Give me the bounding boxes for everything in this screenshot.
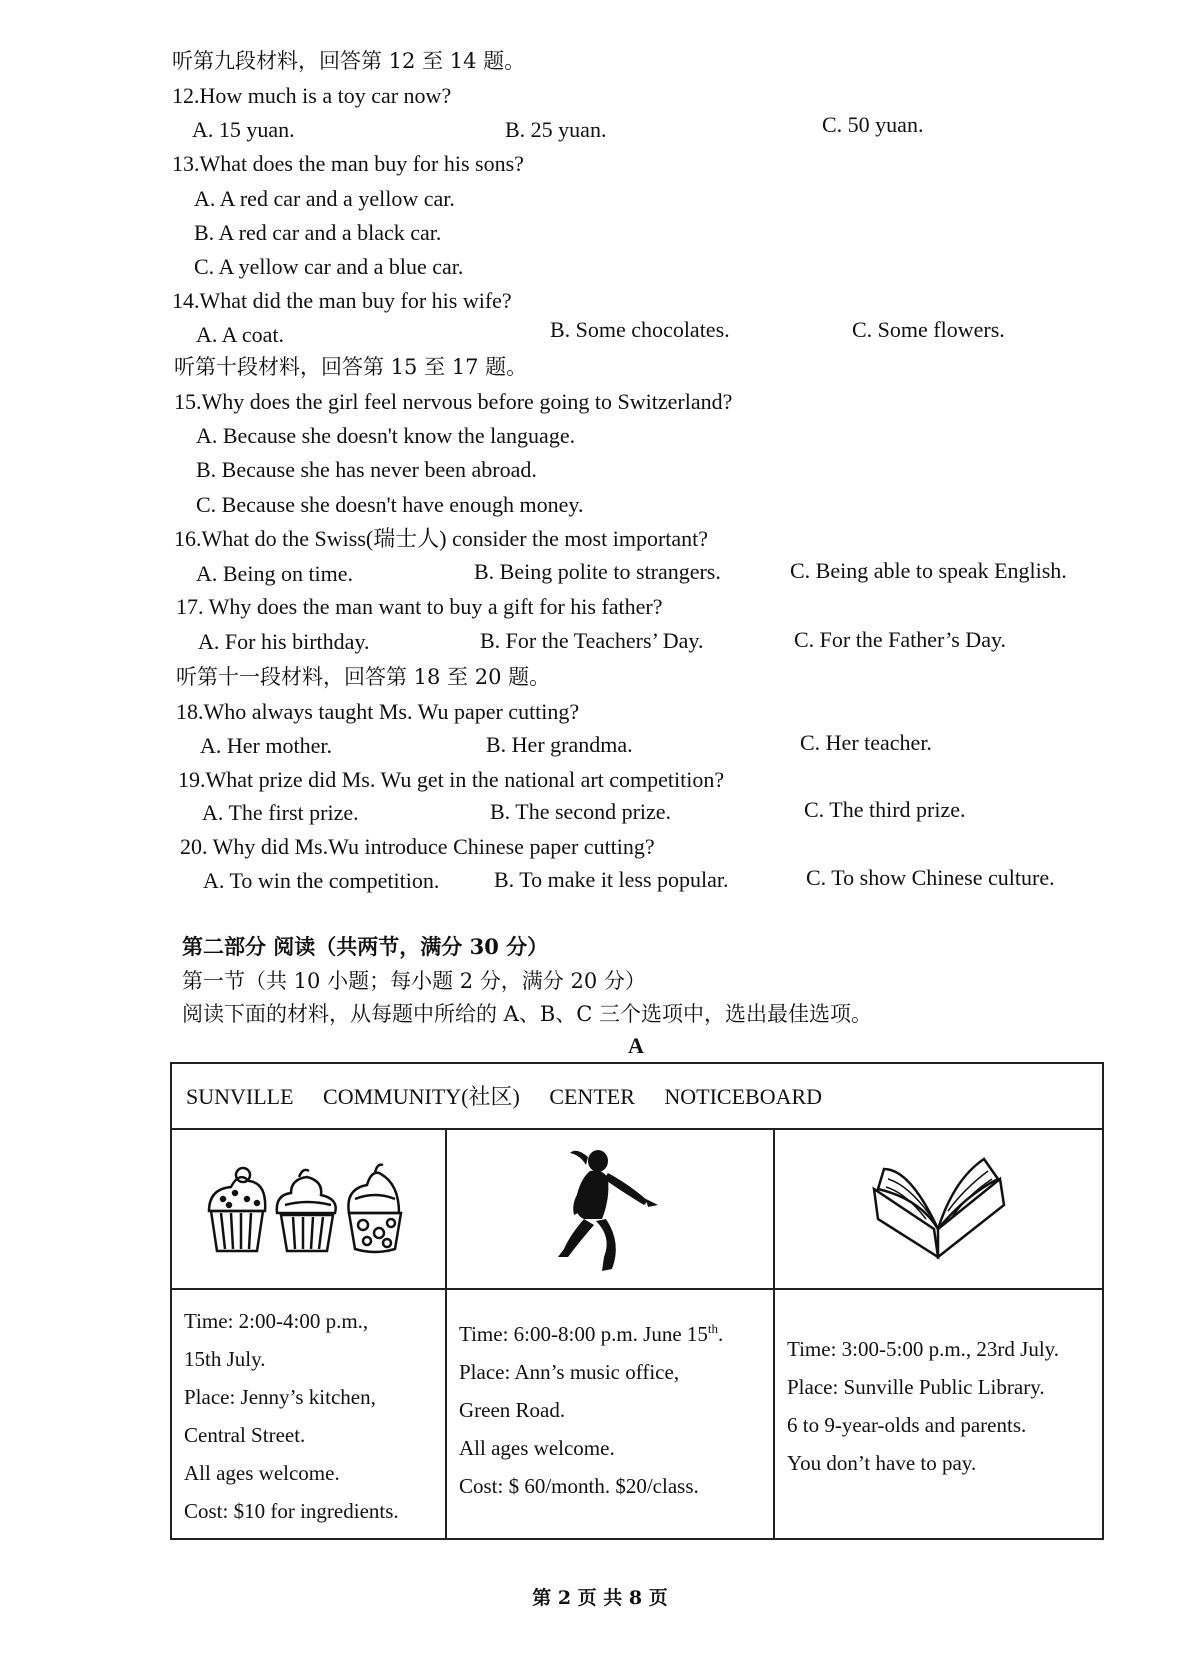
passage-letter: A [628,1033,644,1058]
question-15-stem: 15.Why does the girl feel nervous before going to Switzerland? [174,389,733,414]
header-word: NOTICEBOARD [664,1084,823,1109]
dance-ages: All ages welcome. [459,1436,615,1460]
question-14-option-a: A. A coat. [196,322,284,347]
baking-ages: All ages welcome. [184,1461,340,1485]
baking-place: Place: Jenny’s kitchen, [184,1385,376,1409]
dance-place: Place: Ann’s music office, [459,1360,680,1384]
header-word: CENTER [549,1084,635,1109]
notice-column-reading [775,1130,1102,1538]
reading-time: Time: 3:00-5:00 p.m., 23rd July. [787,1337,1060,1361]
question-20-option-c: C. To show Chinese culture. [806,865,1055,890]
reading-audience: 6 to 9-year-olds and parents. [787,1413,1027,1437]
question-13-option-c: C. A yellow car and a blue car. [194,254,464,279]
question-20-option-b: B. To make it less popular. [494,867,729,892]
question-17-option-c: C. For the Father’s Day. [794,627,1007,652]
question-19-option-a: A. The first prize. [202,800,359,825]
baking-cost: Cost: $10 for ingredients. [184,1499,399,1523]
notice-column-dance [447,1130,775,1538]
dance-time: Time: 6:00-8:00 p.m. June 15th. [459,1321,724,1346]
question-19-option-c: C. The third prize. [804,797,966,822]
part2-title: 第二部分 阅读（共两节，满分 30 分） [182,934,549,959]
question-12-option-b: B. 25 yuan. [505,117,607,142]
open-book-icon [864,1149,1014,1269]
question-16-stem: 16.What do the Swiss(瑞士人) consider the most important? [174,526,709,551]
question-18-option-b: B. Her grandma. [486,732,633,757]
section11-heading: 听第十一段材料，回答第 18 至 20 题。 [176,665,551,689]
question-17-stem: 17. Why does the man want to buy a gift for his father? [176,594,663,619]
question-18-option-c: C. Her teacher. [800,730,932,755]
question-20-option-a: A. To win the competition. [203,868,440,893]
question-18-stem: 18.Who always taught Ms. Wu paper cutting? [176,699,580,724]
noticeboard-header [172,1064,1102,1130]
reading-place: Place: Sunville Public Library. [787,1375,1045,1399]
question-13-option-b: B. A red car and a black car. [194,220,442,245]
question-13-option-a: A. A red car and a yellow car. [194,186,455,211]
question-19-option-b: B. The second prize. [490,799,672,824]
cupcakes-icon [199,1159,419,1259]
baking-street: Central Street. [184,1423,306,1447]
question-15-option-a: A. Because she doesn't know the language. [196,423,576,448]
dancer-icon [540,1139,680,1279]
dance-date-suffix: th [707,1321,719,1336]
dance-cost: Cost: $ 60/month. $20/class. [459,1474,699,1498]
question-14-stem: 14.What did the man buy for his wife? [172,288,512,313]
question-15-option-b: B. Because she has never been abroad. [196,457,537,482]
question-18-option-a: A. Her mother. [200,733,332,758]
question-15-option-c: C. Because she doesn't have enough money. [196,492,584,517]
notice-column-baking [172,1130,447,1538]
question-12-option-c: C. 50 yuan. [822,112,924,137]
header-word: SUNVILLE [186,1084,294,1109]
part2-subtitle: 第一节（共 10 小题；每小题 2 分，满分 20 分） [182,969,646,993]
baking-date: 15th July. [184,1347,266,1371]
question-13-stem: 13.What does the man buy for his sons? [172,151,524,176]
question-14-option-b: B. Some chocolates. [550,317,730,342]
section9-heading: 听第九段材料，回答第 12 至 14 题。 [172,49,526,73]
question-16-option-a: A. Being on time. [196,561,354,586]
question-14-option-c: C. Some flowers. [852,317,1005,342]
part2-instruction: 阅读下面的材料，从每题中所给的 A、B、C 三个选项中，选出最佳选项。 [182,1002,873,1026]
baking-time: Time: 2:00-4:00 p.m., [184,1309,369,1333]
noticeboard-table [170,1062,1104,1540]
question-12-option-a: A. 15 yuan. [192,117,295,142]
page-footer: 第 2 页 共 8 页 [532,1587,668,1609]
dance-road: Green Road. [459,1398,566,1422]
question-19-stem: 19.What prize did Ms. Wu get in the national art competition? [178,767,725,792]
section10-heading: 听第十段材料，回答第 15 至 17 题。 [174,355,528,379]
question-12-stem: 12.How much is a toy car now? [172,83,452,108]
question-16-option-c: C. Being able to speak English. [790,558,1067,583]
header-word: COMMUNITY(社区) [323,1084,520,1109]
question-16-option-b: B. Being polite to strangers. [474,559,721,584]
question-17-option-a: A. For his birthday. [198,629,370,654]
question-20-stem: 20. Why did Ms.Wu introduce Chinese paper cutting? [180,834,655,859]
question-17-option-b: B. For the Teachers’ Day. [480,628,704,653]
reading-cost: You don’t have to pay. [787,1451,977,1475]
